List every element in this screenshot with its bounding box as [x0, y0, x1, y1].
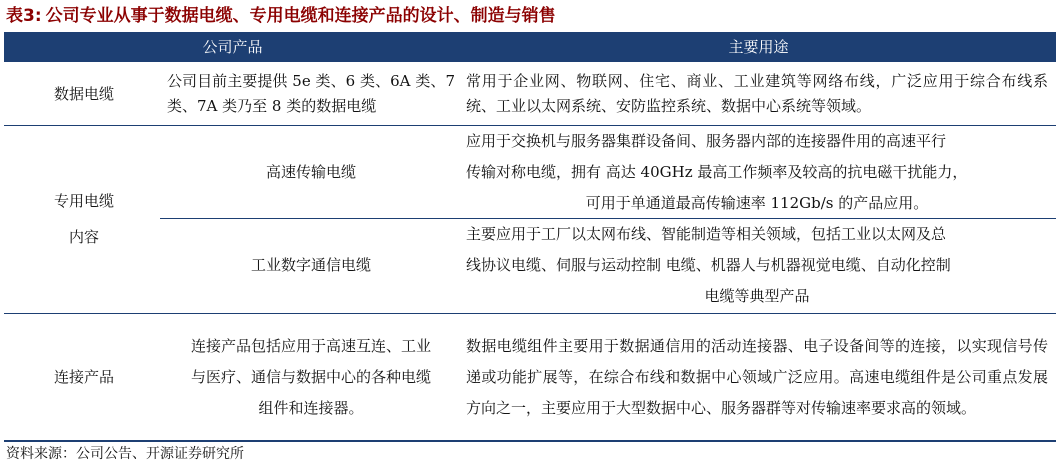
usage-industrial-cable: 主要应用于工厂以太网布线、智能制造等相关领域，包括工业以太网及总 线协议电缆、伺服与运动控制 电缆、机器人与机器视觉电缆、自动化控制 电缆等典型产品	[466, 225, 951, 305]
category-data-cable: 数据电缆	[53, 84, 114, 103]
category-connector: 连接产品	[53, 367, 114, 386]
usage-data-cable: 常用于企业网、物联网、住宅、商业、工业建筑等网络布线，广泛应用于综合布线系统、工业以太网系统、安防监控系统、数据中心系统等领域。	[466, 72, 1048, 115]
source-note: 资料来源：公司公告、开源证券研究所	[6, 446, 244, 462]
table-title	[6, 3, 556, 29]
table-bottom-border	[4, 440, 1056, 442]
product-connector: 连接产品包括应用于高速互连、工业 与医疗、通信与数据中心的各种电缆 组件和连接器。	[190, 336, 431, 417]
table-title-text: 公司专业从事于数据电缆、专用电缆和连接产品的设计、制造与销售	[45, 6, 556, 26]
product-industrial-cable: 工业数字通信电缆	[250, 256, 371, 274]
header-products: 公司产品	[202, 38, 263, 56]
table-number: 表3:	[6, 6, 42, 26]
table-header	[4, 32, 1056, 62]
usage-connector: 数据电缆组件主要用于数据通信用的活动连接器、电子设备间等的连接，以实现信号传递或功能扩展等，在综合布线和数据中心领域广泛应用。高速电缆组件是公司重点发展方向之一，主要应用于大型数据中心、服务器群等对传输速率要求高的领域。	[466, 336, 1048, 417]
usage-high-speed-cable: 应用于交换机与服务器集群设备间、服务器内部的连接器件用的高速平行 传输对称电缆，拥有 高达 40GHz 最高工作频率及较高的抗电磁干扰能力， 可用于单通道最高传输速率 112Gb/s 的产品应用。	[466, 131, 968, 212]
category-special-cable: 专用电缆 内容	[53, 191, 114, 246]
product-high-speed-cable: 高速传输电缆	[265, 162, 356, 181]
header-usage: 主要用途	[728, 38, 789, 56]
product-data-cable: 公司目前主要提供 5e 类、6 类、6A 类、7 类、7A 类乃至 8 类的数据电缆	[167, 72, 455, 115]
